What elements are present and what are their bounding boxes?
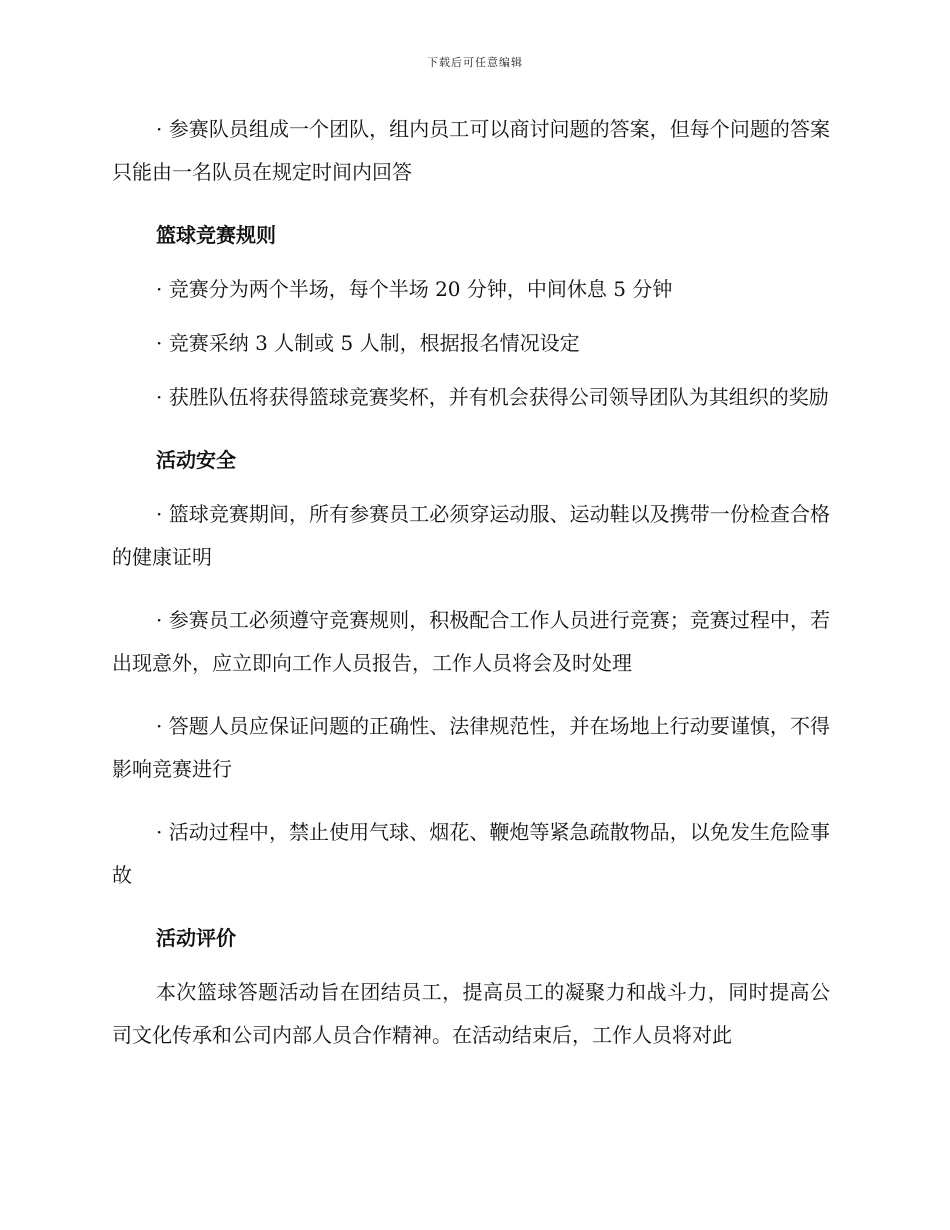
evaluation-paragraph: 本次篮球答题活动旨在团结员工，提高员工的凝聚力和战斗力，同时提高公司文化传承和公司内部人员合作精神。在活动结束后，工作人员将对此 — [112, 980, 830, 1047]
document-body — [112, 108, 830, 1077]
safety-item-prohibited-items: · 活动过程中，禁止使用气球、烟花、鞭炮等紧急疏散物品，以免发生危险事故 — [112, 820, 830, 887]
page-header: 下载后可任意编辑 — [427, 56, 523, 69]
safety-item-sportswear: · 篮球竞赛期间，所有参赛员工必须穿运动服、运动鞋以及携带一份检查合格的健康证明 — [112, 502, 830, 569]
section-heading-safety: 活动安全 — [156, 448, 236, 472]
safety-item-answer-accuracy: · 答题人员应保证问题的正确性、法律规范性，并在场地上行动要谨慎，不得影响竞赛进行 — [112, 714, 830, 781]
safety-item-follow-rules: · 参赛员工必须遵守竞赛规则，积极配合工作人员进行竞赛；竞赛过程中，若出现意外，应立即向工作人员报告，工作人员将会及时处理 — [112, 608, 830, 675]
section-heading-evaluation: 活动评价 — [156, 926, 236, 950]
rule-item-halves: · 竞赛分为两个半场，每个半场 20 分钟，中间休息 5 分钟 — [156, 277, 673, 301]
section-heading-basketball-rules: 篮球竞赛规则 — [156, 223, 276, 247]
rule-item-team-answer: · 参赛队员组成一个团队，组内员工可以商讨问题的答案，但每个问题的答案只能由一名队员在规定时间内回答 — [112, 117, 830, 184]
rule-item-team-size: · 竞赛采纳 3 人制或 5 人制，根据报名情况设定 — [156, 331, 580, 355]
rule-item-trophy: · 获胜队伍将获得篮球竞赛奖杯，并有机会获得公司领导团队为其组织的奖励 — [156, 385, 829, 409]
